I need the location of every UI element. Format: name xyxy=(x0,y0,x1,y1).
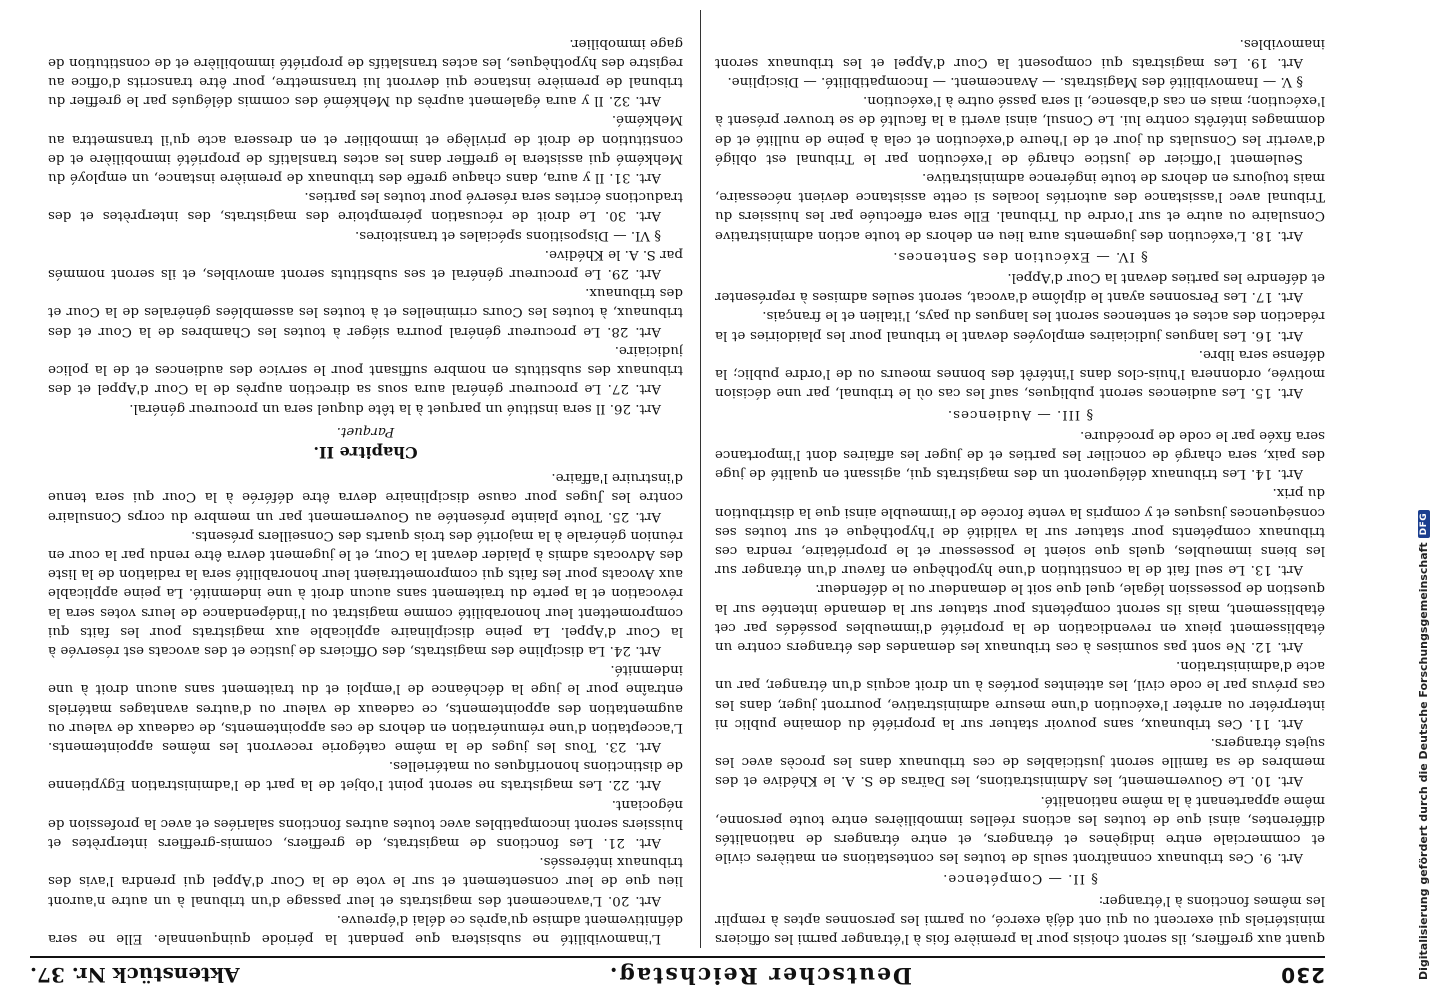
paragraph: Art. 30. Le droit de récusation péremptoire des magistrats, des interprètes et des traductions écrites sera réservé pour toutes les parties. xyxy=(48,189,683,224)
paragraph: Art. 10. Le Gouvernement, les Administrations, les Daïras de S. A. le Khédive et des membres de sa famille seront justiciables de ces tribunaux dans les procès avec les sujets étrangers. xyxy=(715,734,1325,789)
paragraph: Art. 17. Les Personnes ayant le diplôme d'avocat, seront seules admises à représenter et défendre les parties devant la Cour d'Appel. xyxy=(715,270,1325,305)
paragraph: Art. 31. Il y aura, dans chaque greffe des tribunaux de première instance, un employé du Mehkémé qui assistera le greffier dans les actes translatifs de propriété immobilière et de constitution de droit de privilège et immobilier et en dressera acte qu'il transmettra au Mehkémé. xyxy=(48,112,683,186)
paragraph: § V. — Inamovibilité des Magistrats. — Avancement. — Incompatibilité. — Discipline. xyxy=(727,74,1303,90)
paragraph: Seulement l'officier de justice chargé de l'exécution par le Tribunal est obligé d'avertir les Consulats du jour et de l'heure d'exécution et cela à peine de nullité et de dommages intérêts contre lui. Le Consul, ainsi averti a la faculté de se trouver présent à l'exécution; mais en cas d'absence, il sera passé outre à l'exécution. xyxy=(715,93,1325,166)
column-divider xyxy=(700,10,701,948)
paragraph: Art. 26. Il sera institué un parquet à la tête duquel sera un procureur général. xyxy=(129,400,661,416)
paragraph: Art. 18. L'exécution des jugements aura lieu en dehors de toute action administrative Consulaire ou autre et sur l'ordre du Tribunal. Elle sera effectuée par les huissiers du Tribunal avec l'assistance des autorités locales si cette assistance devient nécessaire, mais toujours en dehors de toute ingérence administrative. xyxy=(715,170,1325,243)
document-number: Aktenstück Nr. 37. xyxy=(30,963,240,987)
paragraph: L'inamovibilité ne subsistera que pendant la période quinquennale. Elle ne sera définitivement admise qu'après ce délai d'épreuve. xyxy=(48,911,683,946)
paragraph: § VI. — Dispositions spéciales et transitoires. xyxy=(355,227,661,243)
left-column xyxy=(715,6,1325,948)
paragraph: Art. 9. Ces tribunaux connaîtront seuls de toutes les contestations en matières civile et commerciale entre indigènes et étrangers, et entre étrangers de nationalités différentes, ainsi que de toutes les actions réelles immobilières entre toute personne, même appartenant à la même nationalité. xyxy=(715,792,1325,866)
paragraph: Art. 20. L'avancement des magistrats et leur passage d'un tribunal à un autre n'auront lieu que de leur consentement et sur le vote de la Cour d'Appel qui prendra l'avis des tribunaux intéressés. xyxy=(48,854,683,908)
paragraph: Art. 13. Le seul fait de la constitution d'une hypothèque en faveur d'un étranger sur les biens immeubles, quels que soient le possesseur et le propriétaire, rendra ces tribunaux compétents pour statuer sur la validité de l'hypothèque et sur toutes ses conséquences jusques et y compris la vente forcée de l'immeuble ainsi que la distribution du prix. xyxy=(715,485,1325,578)
paragraph: Art. 27. Le procureur général aura sous sa direction auprès de la Cour d'Appel et des tribunaux des substituts en nombre suffisant pour le service des audiences et de la police judiciaire. xyxy=(48,342,683,397)
paragraph: Art. 14. Les tribunaux délégueront un des magistrats qui, agissant en qualité de juge des paix, sera chargé de concilier les parties et de juger les affaires dont l'importance sera fixée par le code de procédure. xyxy=(715,427,1325,482)
right-column xyxy=(48,6,683,948)
section-heading: § III. — Audiences. xyxy=(946,406,1094,422)
publication-title: Deutscher Reichstag. xyxy=(607,962,913,988)
chapter-heading: Chapitre II. xyxy=(313,442,418,462)
credit-text: Digitalisierung gefördert durch die Deutsche Forschungsgemeinschaft xyxy=(1417,542,1430,980)
paragraph: Art. 12. Ne sont pas soumises à ces tribunaux les demandes des étrangers contre un établissement pieux en revendication de la propriété d'immeubles possédés par cet établissement, mais ils seront compétents pour statuer sur la demande intentée sur la question de possession légale, quel que soit le demandeur ou le défendeur. xyxy=(715,581,1325,654)
paragraph: Art. 15. Les audiences seront publiques, sauf les cas où le tribunal, par une décision motivée, ordonnera l'huis-clos dans l'intérêt des bonnes moeurs ou de l'ordre public; la défense sera libre. xyxy=(715,346,1325,401)
paragraph: Art. 16. Les langues judiciaires employées devant le tribunal pour les plaidoiries et la rédaction des actes et sentences seront les langues du pays, l'italien et le français. xyxy=(715,308,1325,343)
paragraph: Art. 23. Tous les juges de la même catégorie recevront les mêmes appointements. L'acceptation d'une rémunération en dehors de ces appointements, de cadeaux de valeur ou augmentation des appointements, ce cadeaux de valeur ou d'autres avantages matériels entraîne pour le juge la déchéance de l'emploi et du traitement sans aucun droit à une indemnité. xyxy=(48,662,683,754)
paragraph: Art. 28. Le procureur général pourra siéger à toutes les Chambres de la Cour et des tribunaux, à toutes les Cours criminelles et à toutes les assemblées générales de la Cour et des tribunaux. xyxy=(48,285,683,339)
page-header xyxy=(30,956,1325,992)
paragraph: Art. 24. La discipline des magistrats, des Officiers de justice et des avocats est réservée à la Cour d'Appel. La peine disciplinaire applicable aux magistrats pour les faits qui compromettent leur honorabilité comme magistrat ou l'indépendance de leurs votes sera la révocation et la perte du traitement sans aucun droit à une indemnité. La peine applicable aux Avocats pour les faits qui compromettraient leur honorabilité sera la radiation de la liste des Advocats admis à plaider devant la Cour, et le jugement devra être rendu par la cour en réunion générale à la majorité des trois quarts des Conseillers présents. xyxy=(48,527,683,658)
paragraph: Art. 32. Il y aura également auprès du Mehkémé des commis délégués par le greffier du tribunal de première instance qui devront lui transmettre, pour être transcrits d'office au registre des hypothèques, les actes translatifs de propriété immobilière et de constitution de gage immobilier. xyxy=(48,35,683,109)
paragraph: Art. 21. Les fonctions de magistrats, de greffiers, commis-greffiers interprètes et huissiers seront incompatibles avec toutes autres fonctions salariées et avec la profession de négociant. xyxy=(48,796,683,850)
paragraph: Art. 25. Toute plainte présentée au Gouvernement par un membre du corps Consulaire contre les Juges pour cause disciplinaire devra être déférée à la Cour qui sera tenue d'instruire l'affaire. xyxy=(48,470,683,524)
paragraph: Art. 22. Les magistrats ne seront point l'objet de la part de l'administration Egyptienne de distinctions honorifiques ou matérielles. xyxy=(48,758,683,793)
chapter-subheading: Parquet. xyxy=(336,423,395,439)
dfg-logo: DFG xyxy=(1418,510,1430,539)
paragraph: Art. 19. Les magistrats qui composent la Cour d'Appel et les tribunaux seront inamovibles. xyxy=(715,35,1325,70)
digitization-credit xyxy=(1404,0,1430,1000)
section-heading: § IV. — Exécution des Sentences. xyxy=(892,248,1148,264)
paragraph: quant aux greffiers, ils seront choisis pour la première fois à l'étranger parmi les officiers ministériels qui exercent ou qui ont déjà exercé, ou parmi les personnes aptes à remplir les mêmes fonctions à l'étranger: xyxy=(715,892,1325,946)
paragraph: Art. 29. Le procureur général et ses substituts seront amovibles, et ils seront nommés par S. A. le Khédive. xyxy=(48,246,683,282)
paragraph: Art. 11. Ces tribunaux, sans pouvoir statuer sur la propriété du domaine public ni interpréter ou arrêter l'exécution d'une mesure administrative, pourront juger, dans les cas prévus par le code civil, les atteintes portées à un droit acquis d'un étranger, par un acte d'administration. xyxy=(715,658,1325,731)
section-heading: § II. — Compétence. xyxy=(942,871,1098,887)
page-number: 230 xyxy=(1280,963,1325,987)
